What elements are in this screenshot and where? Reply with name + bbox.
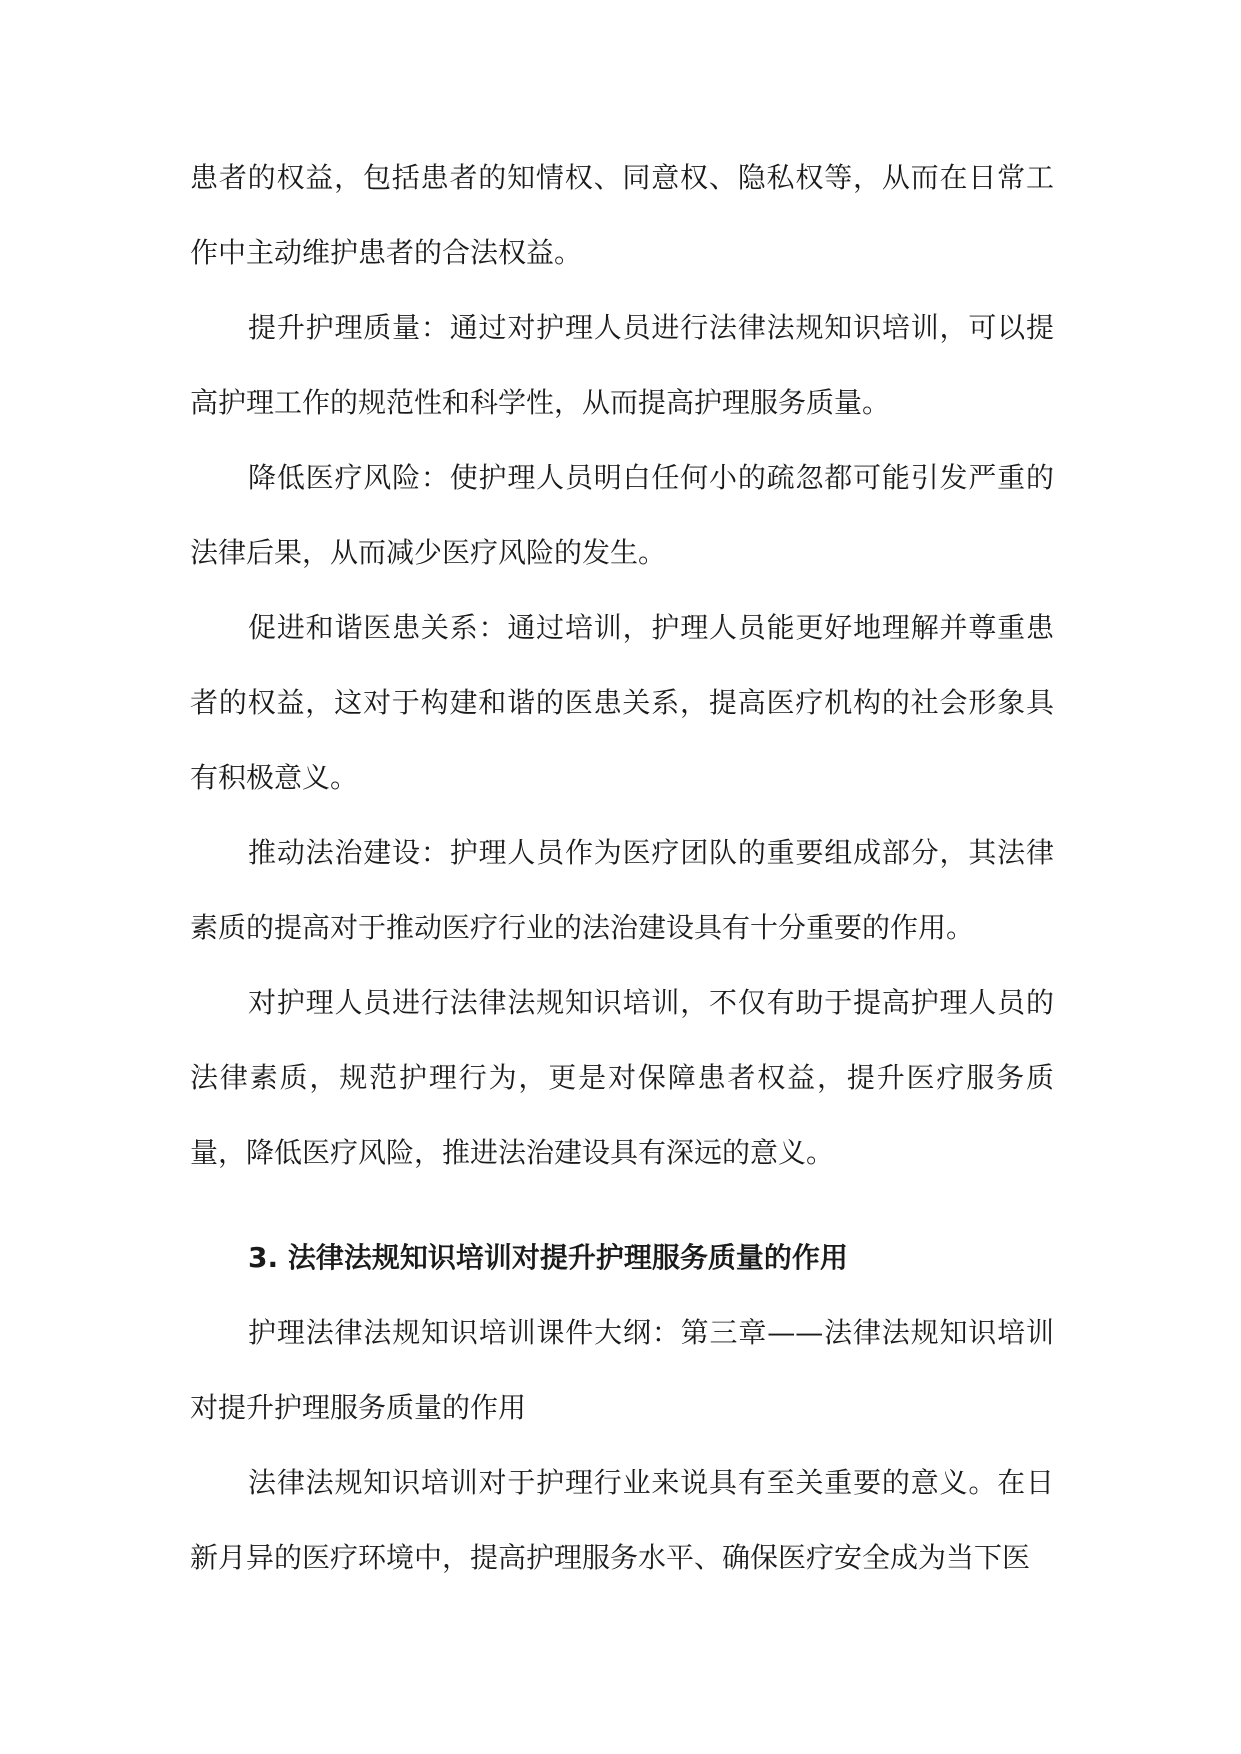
paragraph-importance: 法律法规知识培训对于护理行业来说具有至关重要的意义。在日新月异的医疗环境中，提高护理服务水平、确保医疗安全成为当下医	[190, 1466, 1054, 1574]
document-page	[190, 140, 1054, 1595]
paragraph-harmonious-relations: 促进和谐医患关系：通过培训，护理人员能更好地理解并尊重患者的权益，这对于构建和谐的医患关系，提高医疗机构的社会形象具有积极意义。	[190, 611, 1054, 794]
paragraph-rule-of-law: 推动法治建设：护理人员作为医疗团队的重要组成部分，其法律素质的提高对于推动医疗行业的法治建设具有十分重要的作用。	[190, 836, 1054, 944]
section-spacer	[190, 1190, 1054, 1220]
paragraph-outline: 护理法律法规知识培训课件大纲：第三章——法律法规知识培训对提升护理服务质量的作用	[190, 1316, 1054, 1424]
paragraph-reduce-risk: 降低医疗风险：使护理人员明白任何小的疏忽都可能引发严重的法律后果，从而减少医疗风险的发生。	[190, 461, 1054, 569]
paragraph-patient-rights-cont: 患者的权益，包括患者的知情权、同意权、隐私权等，从而在日常工作中主动维护患者的合法权益。	[190, 161, 1054, 269]
paragraph-summary: 对护理人员进行法律法规知识培训，不仅有助于提高护理人员的法律素质，规范护理行为，更是对保障患者权益，提升医疗服务质量，降低医疗风险，推进法治建设具有深远的意义。	[190, 986, 1054, 1169]
section-heading: 3. 法律法规知识培训对提升护理服务质量的作用	[248, 1241, 848, 1274]
paragraph-improve-quality: 提升护理质量：通过对护理人员进行法律法规知识培训，可以提高护理工作的规范性和科学性，从而提高护理服务质量。	[190, 311, 1054, 419]
